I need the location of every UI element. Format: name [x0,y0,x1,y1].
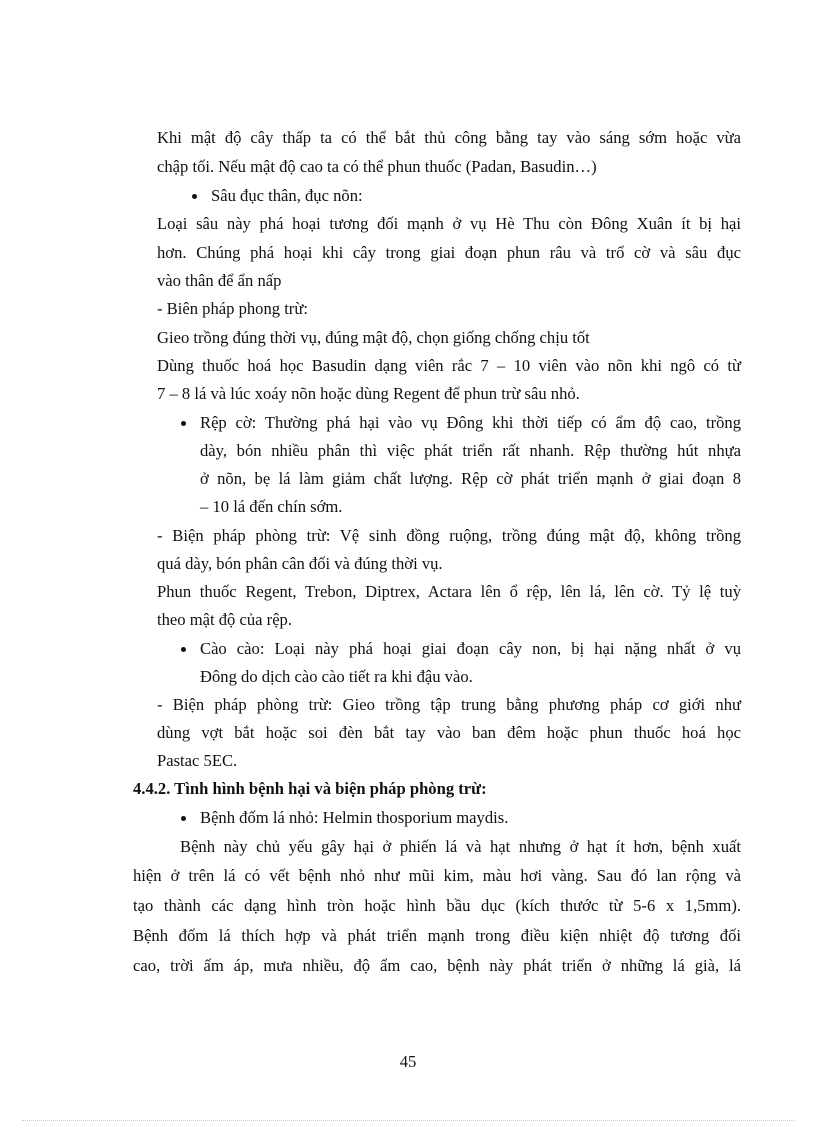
text-line: 7 – 8 lá và lúc xoáy nõn hoặc dùng Regent để phun trừ sâu nhỏ. [157,384,580,403]
text-line: theo mật độ của rệp. [157,610,293,629]
text-line: tạo thành các dạng hình tròn hoặc hình bầu dục (kích thước từ 5-6 x 1,5mm). [133,896,741,915]
text-line: - Biện pháp phòng trừ: Gieo trồng tập trung bằng phương pháp cơ giới như [157,695,741,714]
text-line: dày, bón nhiều phân thì việc phát triển rất nhanh. Rệp thường hút nhựa [200,441,741,460]
page-bottom-divider [22,1120,794,1121]
text-line: – 10 lá đến chín sớm. [200,497,343,516]
text-line: quá dày, bón phân cân đối và đúng thời vụ. [157,554,443,573]
text-line: Gieo trồng đúng thời vụ, đúng mật độ, chọn giống chống chịu tốt [157,328,590,347]
bullet-icon [181,816,186,821]
text-line: Dùng thuốc hoá học Basudin dạng viên rắc 7 – 10 viên vào nõn khi ngô có từ [157,356,741,375]
text-line: Phun thuốc Regent, Trebon, Diptrex, Actara lên ổ rệp, lên lá, lên cờ. Tỷ lệ tuỳ [157,582,741,601]
text-line: Đông do dịch cào cào tiết ra khi đậu vào. [200,667,473,686]
text-line: hơn. Chúng phá hoại khi cây trong giai đoạn phun râu và trổ cờ và sâu đục [157,243,741,262]
text-line: cao, trời ấm áp, mưa nhiều, độ ẩm cao, bệnh này phát triển ở những lá già, lá [133,956,741,975]
text-line: chập tối. Nếu mật độ cao ta có thể phun thuốc (Padan, Basudin…) [157,157,597,176]
text-line: hiện ở trên lá có vết bệnh nhỏ như mũi kim, màu hơi vàng. Sau đó lan rộng và [133,866,741,885]
bullet-icon [181,647,186,652]
text-line: dùng vợt bắt hoặc soi đèn bắt tay vào ban đêm hoặc phun thuốc hoá học [157,723,741,742]
text-line: Pastac 5EC. [157,751,238,770]
text-line: - Biện pháp phòng trừ: Vệ sinh đồng ruộng, trồng đúng mật độ, không trồng [157,526,741,545]
text-line: ở nõn, bẹ lá làm giảm chất lượng. Rệp cờ phát triển mạnh ở giai đoạn 8 [200,469,741,488]
text-line: Bệnh này chủ yếu gây hại ở phiến lá và hạt nhưng ở hạt ít hơn, bệnh xuất [180,837,741,856]
text-line: Bệnh đốm lá nhỏ: Helmin thosporium maydis. [200,808,509,827]
text-line: Khi mật độ cây thấp ta có thể bắt thủ công bằng tay vào sáng sớm hoặc vừa [157,128,741,147]
bullet-icon [192,194,197,199]
text-line: vào thân để ẩn nấp [157,271,282,290]
section-heading: 4.4.2. Tình hình bệnh hại và biện pháp phòng trừ: [133,779,487,798]
text-line: Loại sâu này phá hoại tương đối mạnh ở vụ Hè Thu còn Đông Xuân ít bị hại [157,214,741,233]
text-line: - Biên pháp phong trừ: [157,299,308,318]
text-line: Cào cào: Loại này phá hoại giai đoạn cây non, bị hại nặng nhất ở vụ [200,639,741,658]
text-line: Rệp cờ: Thường phá hại vào vụ Đông khi thời tiếp có ẩm độ cao, trồng [200,413,741,432]
text-line: Bệnh đốm lá thích hợp và phát triển mạnh trong điều kiện nhiệt độ tương đối [133,926,741,945]
text-line: Sâu đục thân, đục nõn: [211,186,363,205]
bullet-icon [181,421,186,426]
page-number: 45 [399,1052,417,1071]
